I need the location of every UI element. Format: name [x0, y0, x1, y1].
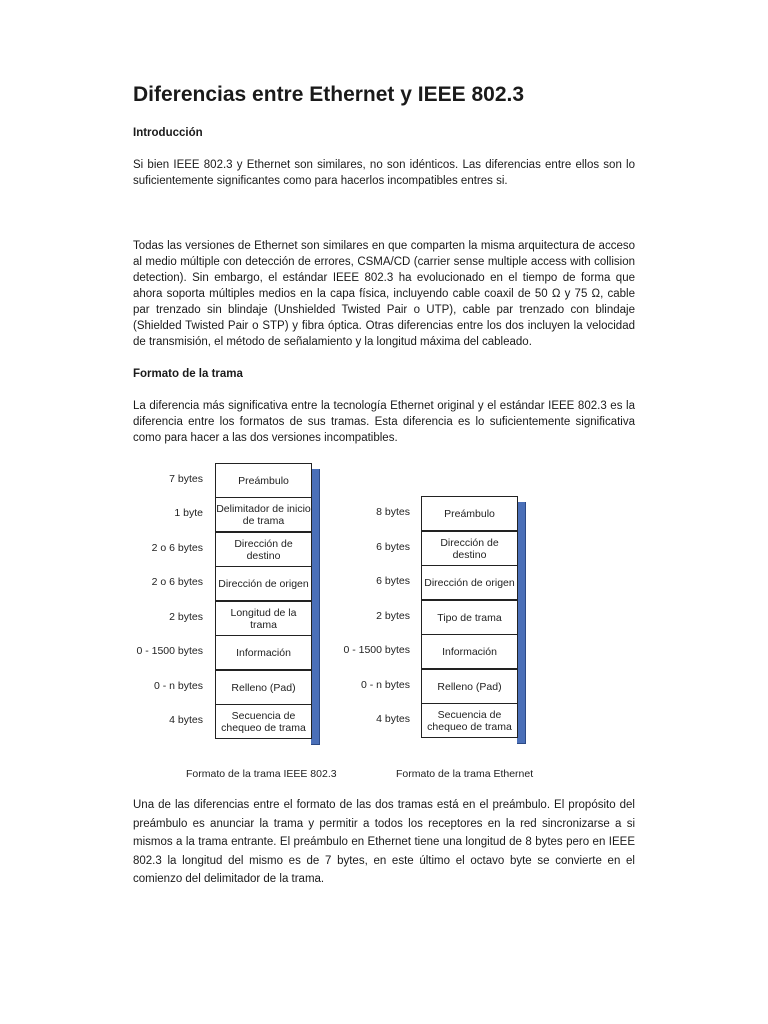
frame-field: Secuencia de chequeo de trama — [215, 704, 312, 739]
frame-field: Tipo de trama — [421, 600, 518, 635]
field-size-label: 0 - n bytes — [360, 679, 410, 691]
field-size-label: 0 - n bytes — [153, 680, 203, 692]
field-size-label: 7 bytes — [169, 473, 203, 485]
field-size-label: 2 bytes — [169, 611, 203, 623]
frame-field: Relleno (Pad) — [215, 670, 312, 705]
ethernet-frame-diagram — [421, 496, 519, 737]
frame-field: Dirección de origen — [215, 566, 312, 601]
frame-paragraph: La diferencia más significativa entre la tecnología Ethernet original y el estándar IEEE 802.3 es la diferencia entre los formatos de sus tramas. Esta diferencia es lo suficientemente significativa como para hacer a las dos versiones incompatibles. — [133, 400, 635, 444]
ieee-frame-caption: Formato de la trama IEEE 802.3 — [186, 768, 337, 780]
frame-field: Dirección de destino — [215, 532, 312, 567]
preamble-paragraph: Una de las diferencias entre el formato de las dos tramas está en el preámbulo. El propósito del preámbulo es anunciar la trama y permitir a todos los receptores en la red sincronizarse a si mismos a la trama entrante. El preámbulo en Ethernet tiene una longitud de 8 bytes pero en IEEE 802.3 la longitud del mismo es de 7 bytes, en este último el octavo byte se convierte en el comienzo del delimitador de la trama. — [133, 799, 635, 885]
section-heading-introduccion: Introducción — [133, 127, 203, 139]
frame-field: Preámbulo — [215, 463, 312, 498]
frame-3d-side — [517, 502, 526, 744]
frame-field: Información — [215, 635, 312, 670]
frame-field: Dirección de origen — [421, 565, 518, 600]
field-size-label: 8 bytes — [376, 506, 410, 518]
page-title: Diferencias entre Ethernet y IEEE 802.3 — [133, 83, 525, 106]
field-size-label: 4 bytes — [376, 713, 410, 725]
field-size-label: 0 - 1500 bytes — [136, 645, 203, 657]
section-heading-formato-trama: Formato de la trama — [133, 368, 243, 380]
field-size-label: 6 bytes — [376, 541, 410, 553]
frame-field: Relleno (Pad) — [421, 669, 518, 704]
intro-paragraph: Si bien IEEE 802.3 y Ethernet son similares, no son idénticos. Las diferencias entre ellos son lo suficientemente significantes como para hacerlos incompatibles entres si. — [133, 159, 635, 187]
frame-field: Información — [421, 634, 518, 669]
field-size-label: 0 - 1500 bytes — [343, 644, 410, 656]
frame-field: Delimitador de inicio de trama — [215, 497, 312, 532]
field-size-label: 1 byte — [174, 507, 203, 519]
versions-paragraph: Todas las versiones de Ethernet son similares en que comparten la misma arquitectura de acceso al medio múltiple con detección de errores, CSMA/CD (carrier sense multiple access with collision detection). Sin embargo, el estándar IEEE 802.3 ha evolucionado en el tiempo de forma que ahora soporta múltiples medios en la capa física, incluyendo cable coaxil de 50 Ω y 75 Ω, cable par trenzado sin blindaje (Unshielded Twisted Pair o UTP), cable par trenzado con blindaje (Shielded Twisted Pair o STP) y fibra óptica. Otras diferencias entre los dos incluyen la velocidad de transmisión, el método de señalamiento y la longitud máxima del cableado. — [133, 240, 635, 348]
frame-field: Dirección de destino — [421, 531, 518, 566]
field-size-label: 2 o 6 bytes — [151, 542, 203, 554]
ethernet-frame-caption: Formato de la trama Ethernet — [396, 768, 534, 780]
field-size-label: 6 bytes — [376, 575, 410, 587]
frame-3d-side — [311, 469, 320, 745]
frame-field: Secuencia de chequeo de trama — [421, 703, 518, 738]
ieee-frame-diagram — [215, 463, 313, 738]
field-size-label: 2 bytes — [376, 610, 410, 622]
field-size-label: 2 o 6 bytes — [151, 576, 203, 588]
frame-field: Longitud de la trama — [215, 601, 312, 636]
field-size-label: 4 bytes — [169, 714, 203, 726]
frame-field: Preámbulo — [421, 496, 518, 531]
